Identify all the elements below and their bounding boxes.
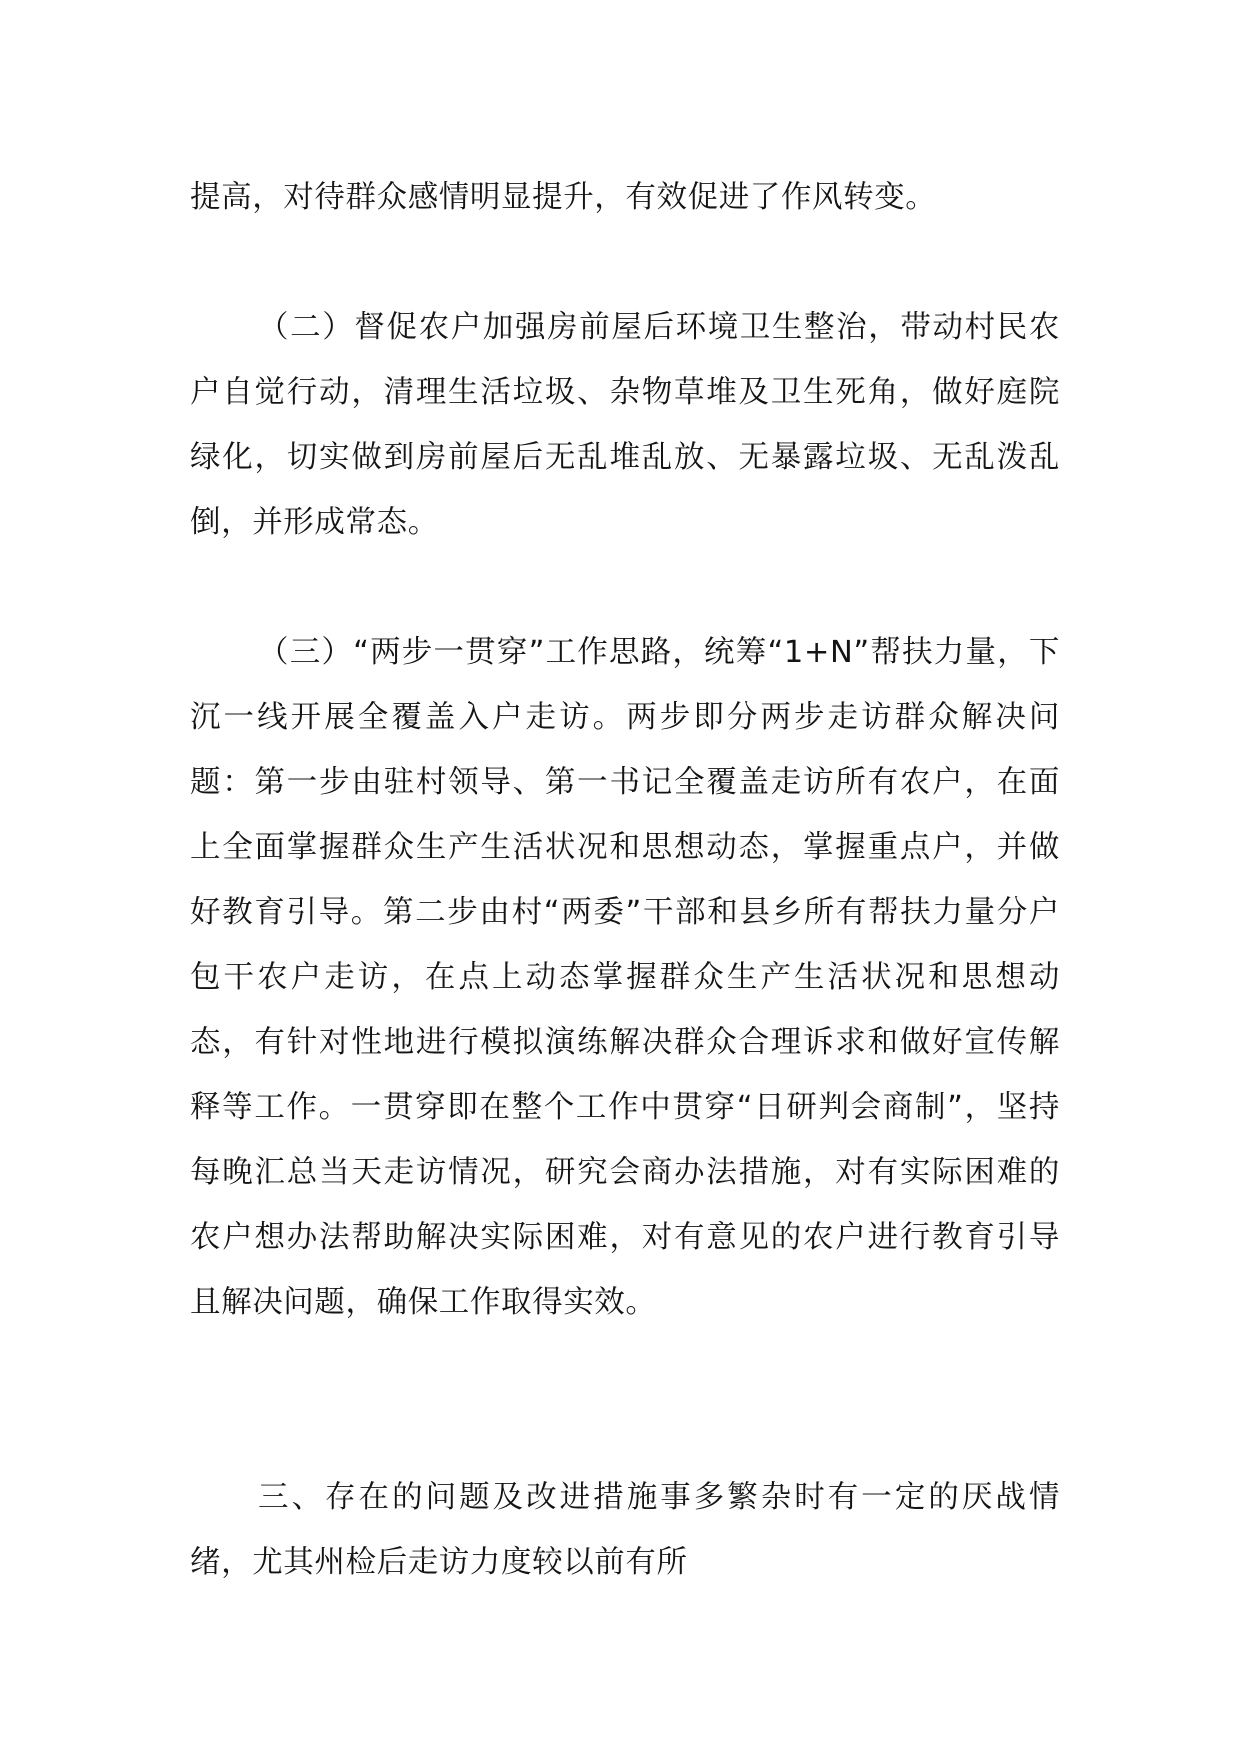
- paragraph-two-steps-approach: （三）“两步一贯穿”工作思路，统筹“1+N”帮扶力量，下沉一线开展全覆盖入户走访。两步即分两步走访群众解决问题：第一步由驻村领导、第一书记全覆盖走访所有农户，在面上全面掌握群众生产生活状况和思想动态，掌握重点户，并做好教育引导。第二步由村“两委”干部和县乡所有帮扶力量分户包干农户走访，在点上动态掌握群众生产生活状况和思想动态，有针对性地进行模拟演练解决群众合理诉求和做好宣传解释等工作。一贯穿即在整个工作中贯穿“日研判会商制”，坚持每晚汇总当天走访情况，研究会商办法措施，对有实际困难的农户想办法帮助解决实际困难，对有意见的农户进行教育引导且解决问题，确保工作取得实效。: [190, 635, 1060, 1320]
- paragraph-continuation: 提高，对待群众感情明显提升，有效促进了作风转变。: [190, 180, 937, 215]
- paragraph-environment-sanitation: （二）督促农户加强房前屋后环境卫生整治，带动村民农户自觉行动，清理生活垃圾、杂物草堆及卫生死角，做好庭院绿化，切实做到房前屋后无乱堆乱放、无暴露垃圾、无乱泼乱倒，并形成常态。: [190, 310, 1060, 540]
- paragraph-problems-and-measures: 三、存在的问题及改进措施事多繁杂时有一定的厌战情绪，尤其州检后走访力度较以前有所: [190, 1480, 1060, 1580]
